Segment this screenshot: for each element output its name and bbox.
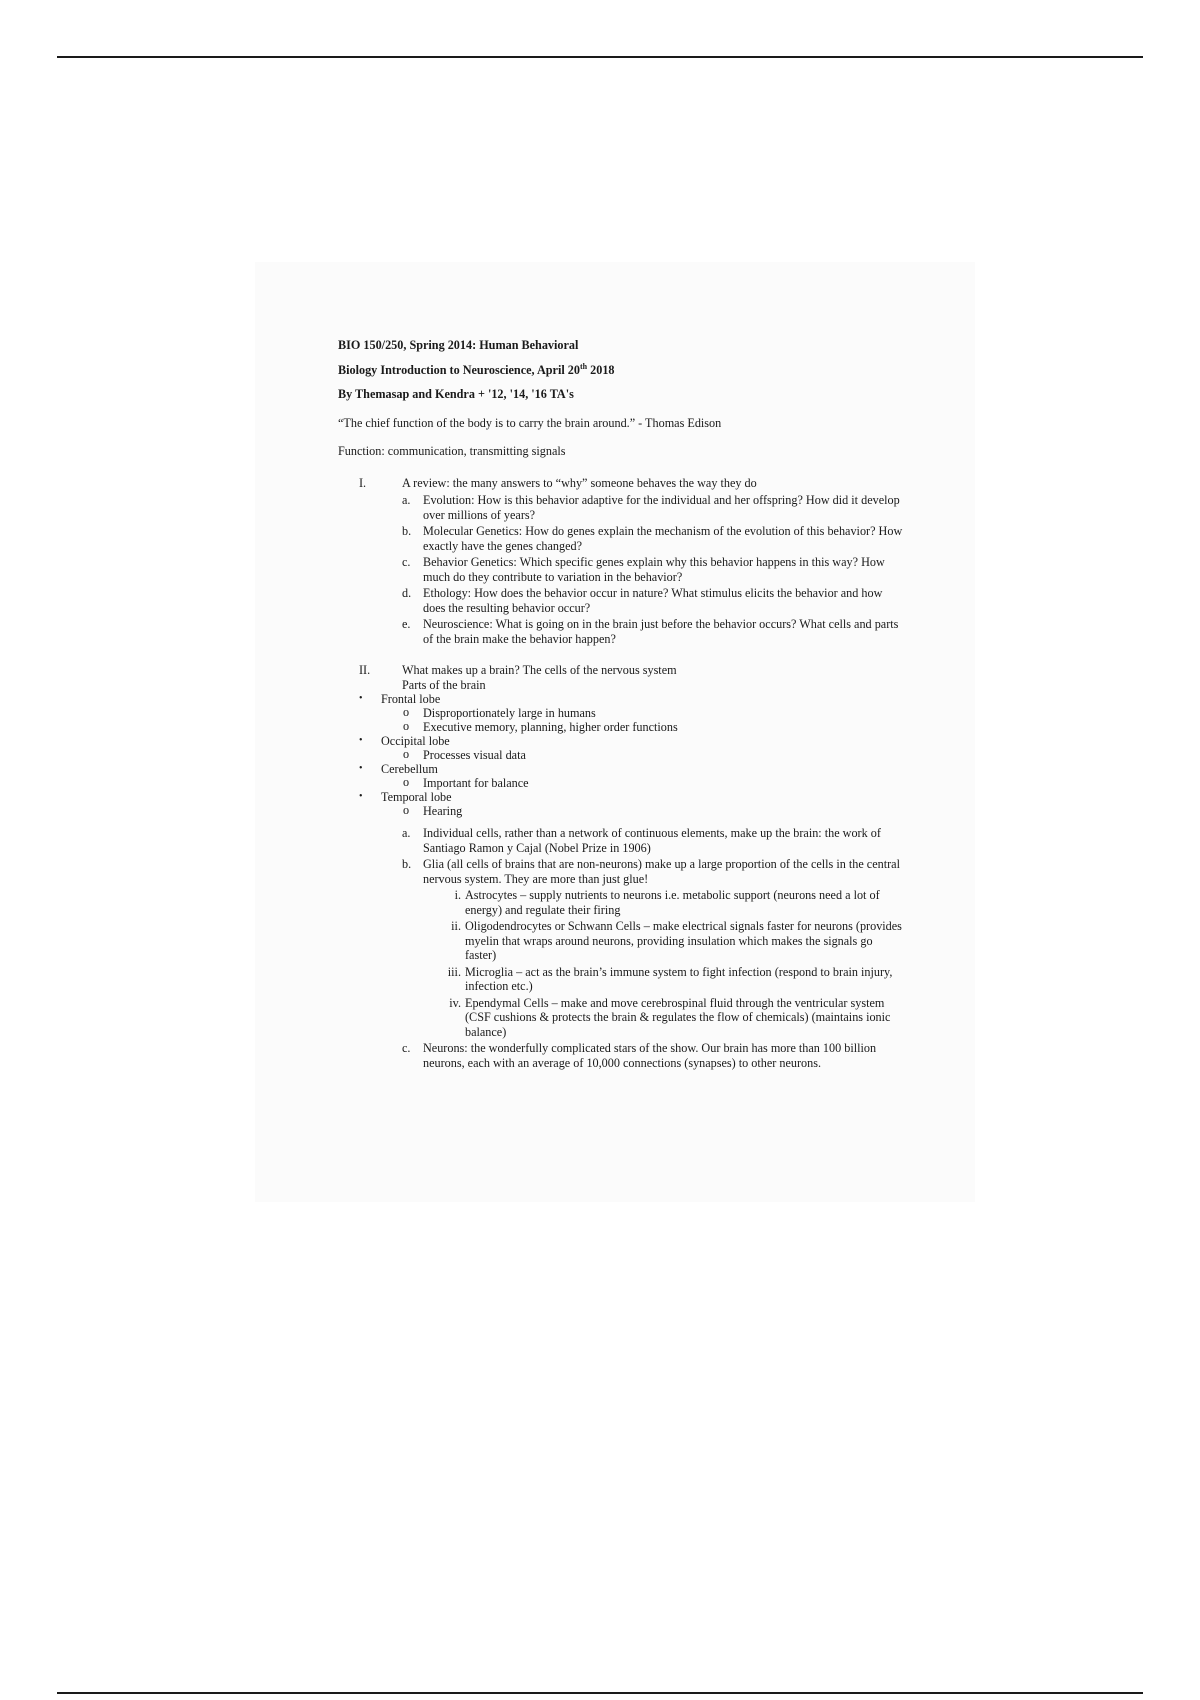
roman-item-text: Astrocytes – supply nutrients to neurons i.e. metabolic support (neurons need a lot of energy) and regulate their firing <box>465 888 880 917</box>
bullet-text: Frontal lobe <box>381 692 441 706</box>
list-item-text: Individual cells, rather than a network of continuous elements, make up the brain: the work of Santiago Ramon y Cajal (Nobel Prize in 1906) <box>423 826 881 855</box>
list-item <box>402 617 903 646</box>
section-2-items <box>338 826 903 886</box>
list-item <box>402 586 903 615</box>
section-2-heading: What makes up a brain? The cells of the nervous system <box>402 663 677 677</box>
bullet-item <box>338 734 903 748</box>
list-item <box>402 857 903 886</box>
list-item-text: Behavior Genetics: Which specific genes explain why this behavior happens in this way? How much do they contribute to variation in the behavior? <box>423 555 885 584</box>
bullet-text: Temporal lobe <box>381 790 452 804</box>
roman-item-text: Oligodendrocytes or Schwann Cells – make electrical signals faster for neurons (provides myelin that wraps around neurons, providing insulation which makes the signals go faster) <box>465 919 902 962</box>
bullet-marker: • <box>359 693 363 704</box>
list-item <box>402 555 903 584</box>
sub-bullet-item <box>338 748 903 762</box>
sub-bullet-marker: o <box>403 775 410 789</box>
list-item <box>402 1041 903 1070</box>
list-item <box>402 524 903 553</box>
list-marker: a. <box>402 493 411 507</box>
bullet-text: Occipital lobe <box>381 734 450 748</box>
roman-item-text: Microglia – act as the brain’s immune system to fight infection (respond to brain injury, infection etc.) <box>465 964 893 993</box>
title-line-2-text: Biology Introduction to Neuroscience, April 20 <box>338 362 580 377</box>
sub-bullet-text: Processes visual data <box>423 748 526 762</box>
section-2-number: II. <box>359 663 371 677</box>
section-2 <box>338 663 903 692</box>
bullet-text: Cerebellum <box>381 762 438 776</box>
section-1 <box>338 476 903 647</box>
list-marker: d. <box>402 586 412 600</box>
list-item-text: Evolution: How is this behavior adaptive for the individual and her offspring? How did it develop over millions of years? <box>423 493 900 522</box>
section-1-number: I. <box>359 475 367 490</box>
roman-marker: iv. <box>449 995 461 1010</box>
roman-item <box>338 996 903 1040</box>
quote: “The chief function of the body is to carry the brain around.” - Thomas Edison <box>338 415 722 430</box>
title-line-1: BIO 150/250, Spring 2014: Human Behavioral <box>338 338 579 352</box>
sub-bullet-item <box>338 706 903 720</box>
roman-marker: iii. <box>447 964 461 979</box>
parts-label: Parts of the brain <box>402 677 486 692</box>
roman-item-text: Ependymal Cells – make and move cerebrospinal fluid through the ventricular system (CSF cushions & protects the brain & regulates the flow of chemicals) (maintains ionic balance) <box>465 995 891 1039</box>
section-1-heading: A review: the many answers to “why” someone behaves the way they do <box>402 475 757 490</box>
document-content <box>338 338 903 1070</box>
roman-marker: ii. <box>451 919 461 933</box>
brain-parts-list <box>338 692 903 818</box>
roman-item <box>338 888 903 917</box>
list-item-text: Molecular Genetics: How do genes explain the mechanism of the evolution of this behavior? How exactly have the genes changed? <box>423 524 903 553</box>
function-line: Function: communication, transmitting signals <box>338 444 566 458</box>
sub-bullet-text: Hearing <box>423 804 463 818</box>
title-line-2-year: 2018 <box>587 362 615 377</box>
sub-bullet-marker: o <box>403 705 410 719</box>
list-item-text: Glia (all cells of brains that are non-neurons) make up a large proportion of the cells in the central nervous system. They are more than just glue! <box>423 857 900 886</box>
list-marker: e. <box>402 617 411 631</box>
list-item <box>402 826 903 855</box>
sub-bullet-text: Important for balance <box>423 776 529 790</box>
sub-bullet-item <box>338 804 903 818</box>
bullet-marker: • <box>359 791 363 802</box>
sub-bullet-marker: o <box>403 803 410 817</box>
bullet-item <box>338 762 903 776</box>
glia-types-list <box>338 888 903 1039</box>
sub-bullet-item <box>338 720 903 734</box>
top-rule <box>57 56 1143 58</box>
bullet-marker: • <box>359 735 363 746</box>
roman-marker: i. <box>454 888 461 902</box>
list-marker: b. <box>402 857 412 871</box>
title-line-3: By Themasap and Kendra + '12, '14, '16 TA's <box>338 387 574 401</box>
bottom-rule <box>57 1692 1143 1694</box>
list-item-text: Neuroscience: What is going on in the brain just before the behavior occurs? What cells and parts of the brain make the behavior happen? <box>423 617 899 646</box>
list-marker: c. <box>402 1041 411 1055</box>
list-item <box>402 493 903 522</box>
roman-item <box>338 919 903 963</box>
sub-bullet-marker: o <box>403 747 410 761</box>
section-1-list <box>402 493 903 646</box>
list-marker: b. <box>402 524 412 538</box>
sub-bullet-text: Executive memory, planning, higher order functions <box>423 720 678 734</box>
sub-bullet-marker: o <box>403 719 410 733</box>
bullet-item <box>338 692 903 706</box>
list-item-text: Ethology: How does the behavior occur in nature? What stimulus elicits the behavior and how does the resulting behavior occur? <box>423 586 883 615</box>
sub-bullet-text: Disproportionately large in humans <box>423 706 596 720</box>
list-marker: a. <box>402 826 411 840</box>
bullet-marker: • <box>359 763 363 774</box>
roman-item <box>338 965 903 994</box>
title-superscript: th <box>579 361 588 371</box>
bullet-item <box>338 790 903 804</box>
section-2-neurons <box>338 1041 903 1070</box>
sub-bullet-item <box>338 776 903 790</box>
list-item-text: Neurons: the wonderfully complicated stars of the show. Our brain has more than 100 billion neurons, each with an average of 10,000 connections (synapses) to other neurons. <box>423 1041 877 1070</box>
list-marker: c. <box>402 555 411 569</box>
title-line-2 <box>338 363 903 378</box>
